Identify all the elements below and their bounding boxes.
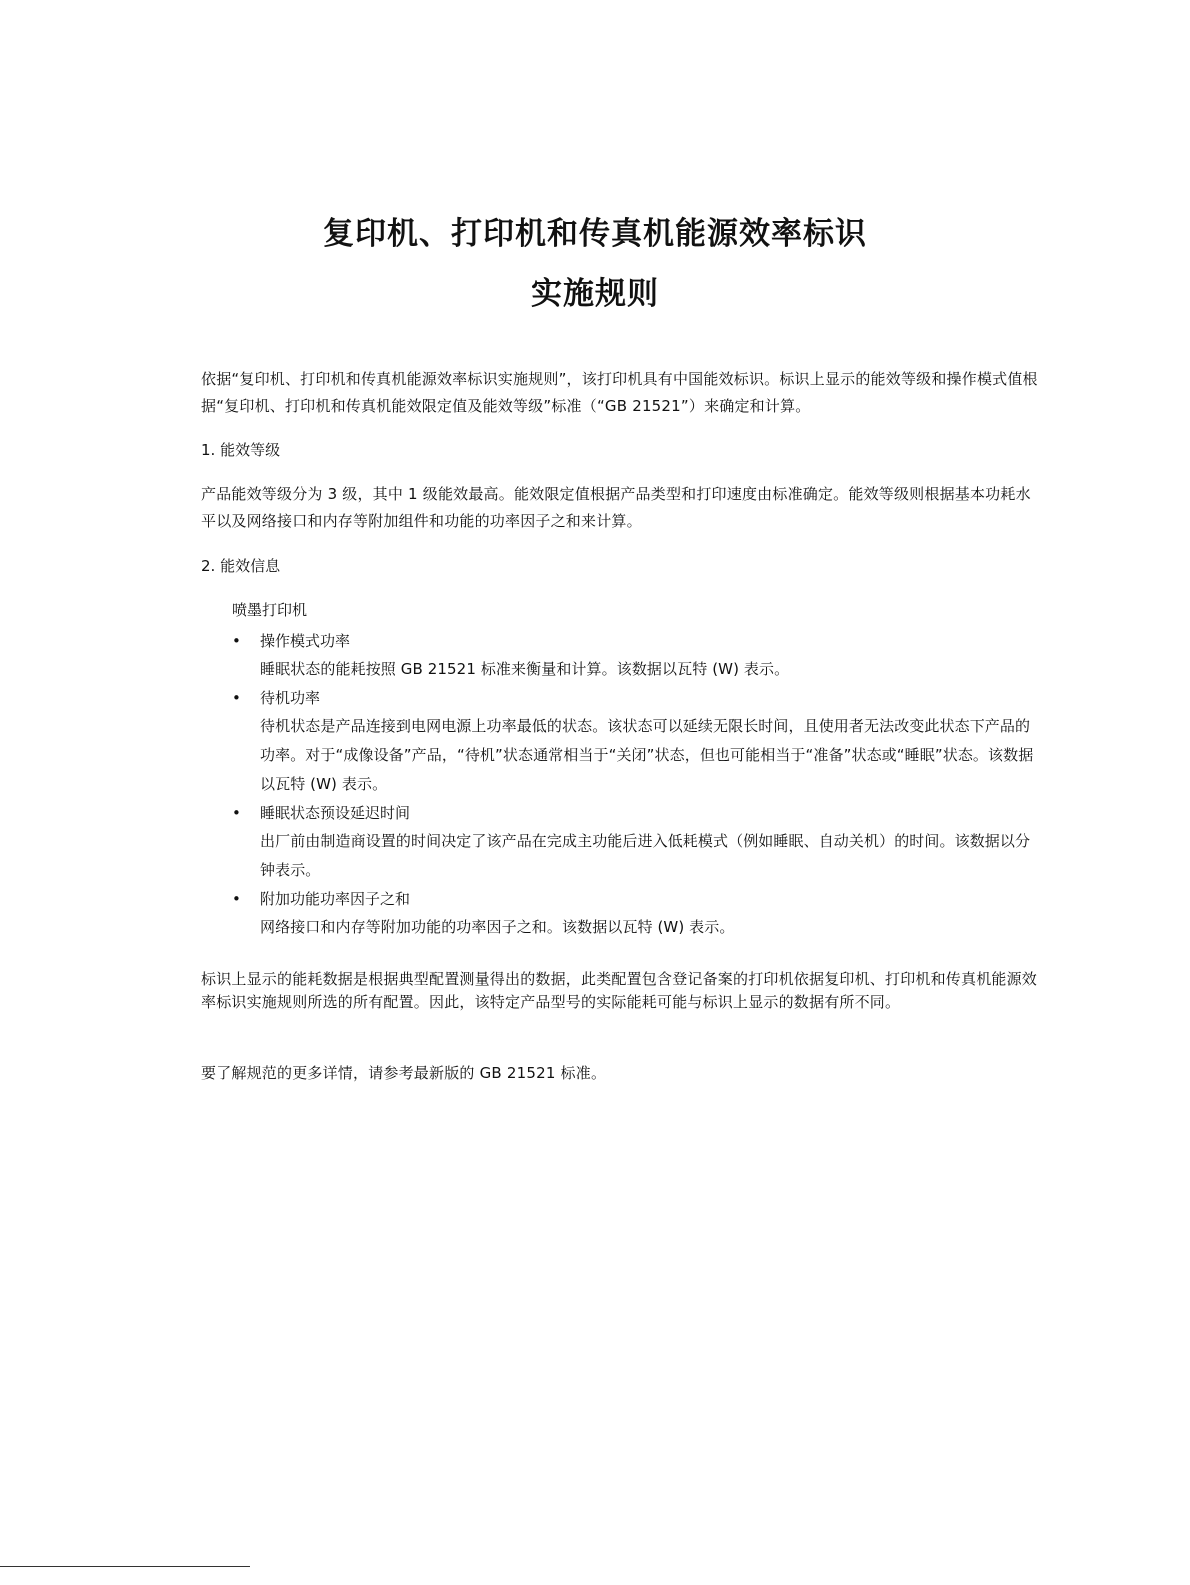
bullet-description: 睡眠状态的能耗按照 GB 21521 标准来衡量和计算。该数据以瓦特 (W) 表示。 bbox=[260, 660, 790, 678]
bullet-item-additional-power-factor bbox=[232, 885, 1042, 942]
bullet-title: 操作模式功率 bbox=[260, 632, 351, 650]
bullet-dot: • bbox=[232, 632, 241, 650]
intro-paragraph: 依据“复印机、打印机和传真机能源效率标识实施规则”，该打印机具有中国能效标识。标识上显示的能效等级和操作模式值根据“复印机、打印机和传真机能效限定值及能效等级”标准（“GB 21521”）来确定和计算。 bbox=[201, 370, 1038, 415]
section1-body: 产品能效等级分为 3 级，其中 1 级能效最高。能效限定值根据产品类型和打印速度由标准确定。能效等级则根据基本功耗水平以及网络接口和内存等附加组件和功能的功率因子之和来计算。 bbox=[201, 485, 1031, 530]
section2-subheading: 喷墨打印机 bbox=[232, 601, 308, 619]
bullet-item-sleep-delay bbox=[232, 799, 1042, 885]
bullet-title: 睡眠状态预设延迟时间 bbox=[260, 804, 411, 822]
bullet-item-standby-power bbox=[232, 684, 1042, 799]
bullet-description: 出厂前由制造商设置的时间决定了该产品在完成主功能后进入低耗模式（例如睡眠、自动关机）的时间。该数据以分钟表示。 bbox=[260, 832, 1031, 879]
bullet-dot: • bbox=[232, 804, 241, 822]
footer-rule bbox=[0, 1566, 250, 1567]
bullet-description: 网络接口和内存等附加功能的功率因子之和。该数据以瓦特 (W) 表示。 bbox=[260, 918, 735, 936]
bullet-description: 待机状态是产品连接到电网电源上功率最低的状态。该状态可以延续无限长时间，且使用者无法改变此状态下产品的功率。对于“成像设备”产品，“待机”状态通常相当于“关闭”状态，但也可能相当于“准备”状态或“睡眠”状态。该数据以瓦特 (W) 表示。 bbox=[260, 717, 1034, 793]
bullet-title: 附加功能功率因子之和 bbox=[260, 890, 411, 908]
document-subtitle: 实施规则 bbox=[531, 276, 659, 312]
bullet-dot: • bbox=[232, 689, 241, 707]
bullet-title: 待机功率 bbox=[260, 689, 321, 707]
bullet-item-operating-power bbox=[232, 627, 1042, 684]
bullet-dot: • bbox=[232, 890, 241, 908]
section1-heading: 1. 能效等级 bbox=[201, 441, 281, 459]
reference-paragraph: 要了解规范的更多详情，请参考最新版的 GB 21521 标准。 bbox=[201, 1064, 607, 1082]
section2-heading: 2. 能效信息 bbox=[201, 557, 281, 575]
document-title: 复印机、打印机和传真机能源效率标识 bbox=[323, 216, 867, 252]
closing-paragraph: 标识上显示的能耗数据是根据典型配置测量得出的数据，此类配置包含登记备案的打印机依据复印机、打印机和传真机能源效率标识实施规则所选的所有配置。因此，该特定产品型号的实际能耗可能与标识上显示的数据有所不同。 bbox=[201, 970, 1038, 1011]
